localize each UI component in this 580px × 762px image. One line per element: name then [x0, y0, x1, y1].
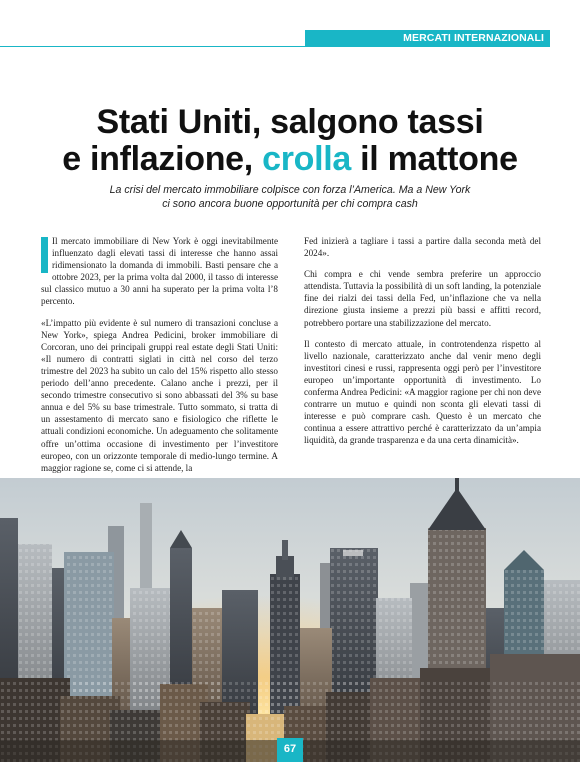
article-column-right: [304, 235, 541, 456]
article-subtitle: [0, 184, 580, 211]
skyline-illustration: [0, 478, 580, 762]
skyline-photo: [0, 478, 580, 762]
paragraph: Fed inizierà a tagliare i tassi a partire dalla seconda metà del 2024».: [304, 236, 541, 259]
subtitle-line-2: ci sono ancora buone opportunità per chi compra cash: [162, 197, 418, 210]
headline-line-2b: il mattone: [351, 140, 518, 178]
article-headline: [0, 104, 580, 178]
section-banner: [305, 30, 550, 47]
headline-highlight: crolla: [262, 140, 352, 178]
header-rule: [0, 46, 305, 47]
page-number: 67: [277, 738, 303, 762]
paragraph: Il contesto di mercato attuale, in controtendenza rispetto al livello nazionale, caratterizzato anche dal venir meno degli investitori cinesi e russi, rappresenta oggi però per l’investitore europeo un’importante opportunità di investimento. Lo conferma Andrea Pedicini: «A maggior ragione per chi non deve contrarre un mutuo e quindi non sconta gli elevati tassi di interesse e può comprare cash. Questo è un mercato che continua a essere attrattivo perché è caratterizzato da un’ampia liquidità, da grande trasparenza e da una certa dinamicità».: [304, 338, 541, 446]
headline-line-2a: e inflazione,: [62, 140, 263, 178]
paragraph: Il mercato immobiliare di New York è oggi inevitabilmente influenzato dagli elevati tassi di interesse che hanno assai ridimensionato la domanda di immobili. Basti pensare che a ottobre 2023, per la prima volta dal 2000, il tasso di interesse sul classico mutuo a 30 anni ha superato per la prima volta l’8 percento.: [41, 236, 278, 307]
paragraph: Chi compra e chi vende sembra preferire un approccio attendista. Tuttavia la possibilità di un soft landing, la potenziale fine dei rialzi dei tassi della Fed, un’inflazione che va nella direzione giusta insieme a prezzi più bassi e affitti record, potrebbero portare una stabilizzazione del mercato.: [304, 269, 541, 328]
drop-cap-bar: [41, 237, 48, 273]
section-label: MERCATI INTERNAZIONALI: [403, 32, 544, 44]
headline-line-1: Stati Uniti, salgono tassi: [96, 103, 484, 141]
subtitle-line-1: La crisi del mercato immobiliare colpisce con forza l’America. Ma a New York: [109, 184, 471, 196]
article-column-left: [41, 235, 278, 483]
paragraph: «L’impatto più evidente è sul numero di transazioni concluse a New York», spiega Andrea Pedicini, broker immobiliare di Corcoran, uno dei principali gruppi real estate degli Stati Uniti: «Il numero di contratti siglati in città nel corso del terzo trimestre del 2023 ha subito un calo del 15% rispetto allo stesso periodo dell’anno precedente. Calano anche i prezzi, per il secondo trimestre consecutivo si sono abbassati del 3% su base annua e del 5% su base trimestrale. Tutto sommato, si tratta di un assestamento di mercato sano e fisiologico che riflette le attuali condizioni economiche. Un adeguamento che solitamente offre un’ottima occasione di investimento per l’investitore europeo, con un orizzonte temporale di medio-lungo termine. A maggior ragione se, come ci si attende, la: [41, 317, 278, 473]
